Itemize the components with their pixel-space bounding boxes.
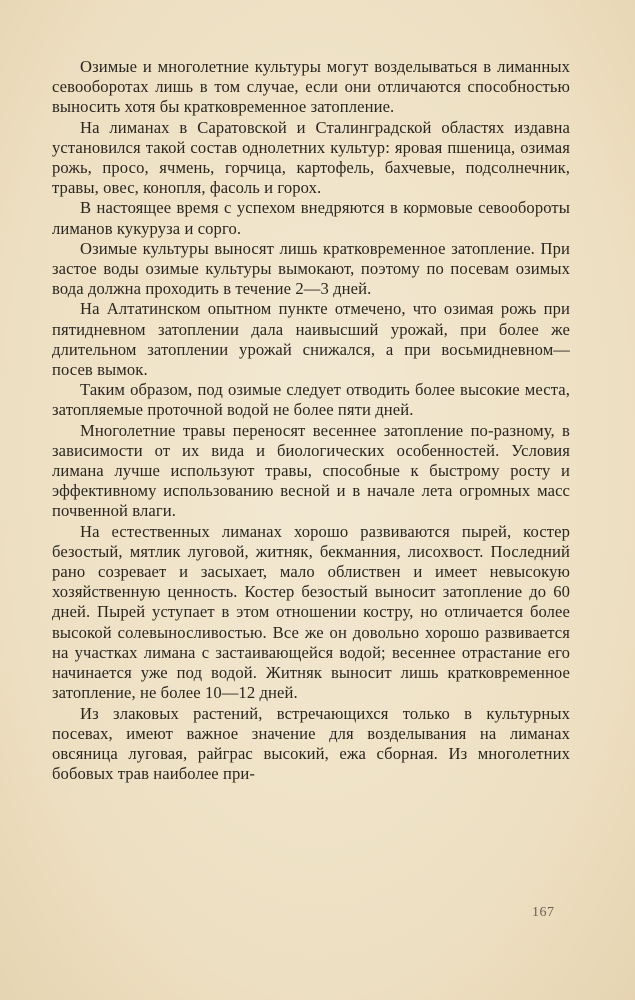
paragraph-7: Многолетние травы переносят весеннее затопление по-разному, в зависимости от их вида и биологических особенностей. Условия лимана лучше используют травы, способные к быстрому росту и эффективному использованию весной и в начале лета огромных масс почвенной влаги. xyxy=(52,420,570,521)
paragraph-5: На Алтатинском опытном пункте отмечено, что озимая рожь при пятидневном затоплении дала наивысший урожай, при более же длительном затоплении урожай снижался, а при восьмидневном—посев вымок. xyxy=(52,299,570,380)
paragraph-6: Таким образом, под озимые следует отводить более высокие места, затопляемые проточной водой не более пяти дней. xyxy=(52,380,570,420)
page-number: 167 xyxy=(532,905,555,920)
body-text xyxy=(52,57,570,784)
paragraph-3: В настоящее время с успехом внедряются в кормовые севообороты лиманов кукуруза и сорго. xyxy=(52,198,570,238)
paragraph-2: На лиманах в Саратовской и Сталинградской областях издавна установился такой состав однолетних культур: яровая пшеница, озимая рожь, просо, ячмень, горчица, картофель, бахчевые, подсолнечник, травы, овес, конопля, фасоль и горох. xyxy=(52,117,570,198)
paragraph-4: Озимые культуры выносят лишь кратковременное затопление. При застое воды озимые культуры вымокают, поэтому по посевам озимых вода должна проходить в течение 2—3 дней. xyxy=(52,238,570,299)
paragraph-8: На естественных лиманах хорошо развиваются пырей, костер безостый, мятлик луговой, житняк, бекманния, лисохвост. Последний рано созревает и засыхает, мало облиствен и имеет невысокую хозяйственную ценность. Костер безостый выносит затопление до 60 дней. Пырей уступает в этом отношении костру, но отличается более высокой солевыносливостью. Все же он довольно хорошо развивается на участках лимана с застаивающейся водой; весеннее отрастание его начинается уже под водой. Житняк выносит лишь кратковременное затопление, не более 10—12 дней. xyxy=(52,521,570,703)
paragraph-1: Озимые и многолетние культуры могут возделываться в лиманных севооборотах лишь в том случае, если они отличаются способностью выносить хотя бы кратковременное затопление. xyxy=(52,57,570,117)
paragraph-9: Из злаковых растений, встречающихся только в культурных посевах, имеют важное значение для возделывания на лиманах овсяница луговая, райграс высокий, ежа сборная. Из многолетних бобовых трав наиболее при- xyxy=(52,703,570,784)
